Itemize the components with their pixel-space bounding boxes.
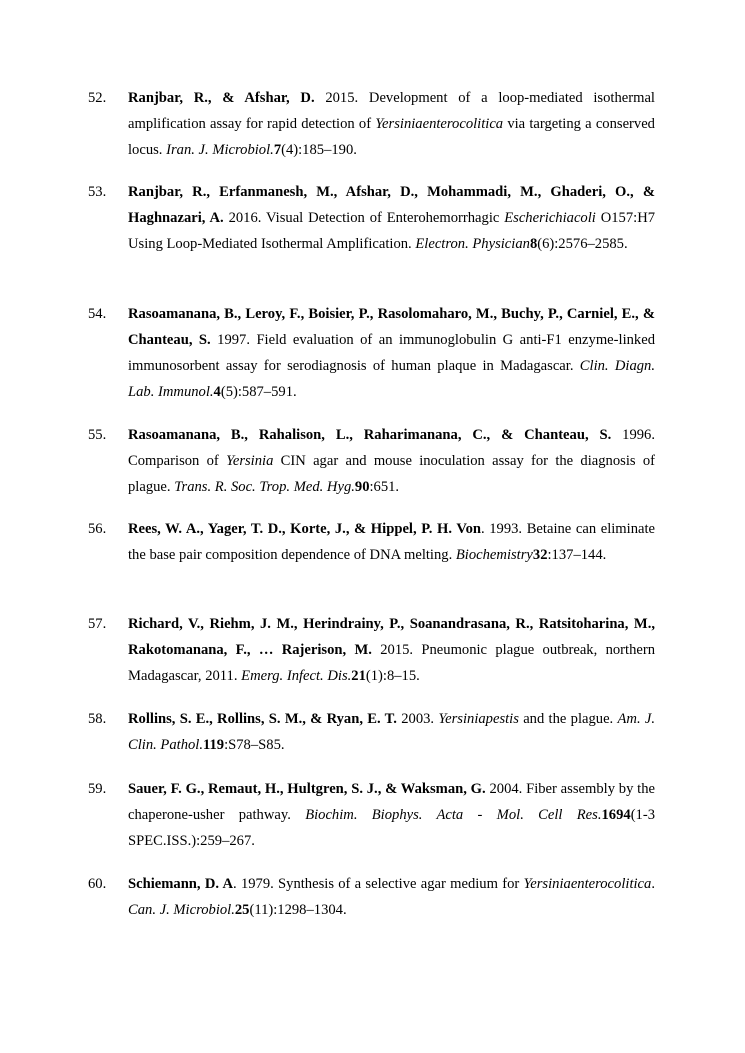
reference-authors: Rees, W. A., Yager, T. D., Korte, J., & Hippel, P. H. Von xyxy=(128,521,481,537)
reference-title: Visual Detection of Enterohemorrhagic xyxy=(266,210,500,226)
reference-title: Fiber assembly by the chaperone-usher pathway. xyxy=(128,781,655,823)
reference-pages: (11):1298–1304. xyxy=(249,902,347,918)
reference-authors: Rasoamanana, B., Rahalison, L., Raharimanana, C., & Chanteau, S. xyxy=(128,427,612,443)
reference-journal: Clin. Diagn. Lab. Immunol. xyxy=(128,358,655,400)
reference-volume: 119 xyxy=(203,737,225,753)
reference-journal: Emerg. Infect. Dis. xyxy=(241,668,352,684)
reference-56 xyxy=(88,516,655,568)
reference-title-italic: Yersiniaenterocolitica xyxy=(523,876,652,892)
reference-journal: Trans. R. Soc. Trop. Med. Hyg. xyxy=(174,479,355,495)
reference-pages: :S78–S85. xyxy=(224,737,285,753)
reference-journal: Can. J. Microbiol. xyxy=(128,902,235,918)
reference-52 xyxy=(88,85,655,163)
reference-57 xyxy=(88,611,655,689)
reference-year: 2015. xyxy=(380,642,414,658)
reference-title: Pneumonic plague outbreak, northern Madagascar, 2011. xyxy=(128,642,656,684)
reference-title-end: CIN agar and mouse inoculation assay for the diagnosis of plague. xyxy=(128,453,655,495)
reference-journal: Biochemistry xyxy=(455,547,533,563)
reference-authors: Ranjbar, R., & Afshar, D. xyxy=(128,90,315,106)
reference-authors: Rasoamanana, B., Leroy, F., Boisier, P., Rasolomaharo, M., Buchy, P., Carniel, E., & Chanteau, S. xyxy=(128,306,655,348)
reference-text xyxy=(128,611,655,689)
reference-54 xyxy=(88,301,655,405)
reference-year: 2004. xyxy=(489,781,523,797)
reference-text xyxy=(128,179,655,257)
reference-volume: 25 xyxy=(234,902,250,918)
reference-year: 2015. xyxy=(325,90,359,106)
reference-year: 1996. xyxy=(622,427,655,443)
reference-title: Field evaluation of an immunoglobulin G anti-F1 enzyme-linked immunosorbent assay for serodiagnosis of human plaque in Madagascar. xyxy=(128,332,655,374)
reference-journal: Am. J. Clin. Pathol. xyxy=(128,711,655,753)
reference-text xyxy=(128,871,655,923)
reference-pages: :137–144. xyxy=(547,547,607,563)
reference-authors: Rollins, S. E., Rollins, S. M., & Ryan, E. T. xyxy=(128,711,397,727)
reference-year: 2003. xyxy=(401,711,435,727)
reference-number: 55. xyxy=(88,427,107,443)
reference-text xyxy=(128,422,655,500)
reference-text xyxy=(128,516,655,568)
reference-number: 54. xyxy=(88,306,107,322)
reference-volume: 8 xyxy=(529,236,538,252)
reference-title-end: and the plague. xyxy=(523,711,614,727)
reference-title-end: via targeting a conserved locus. xyxy=(128,116,655,158)
reference-title: Comparison of xyxy=(128,453,219,469)
reference-title-end: . xyxy=(651,876,655,892)
reference-volume: 32 xyxy=(532,547,548,563)
reference-volume: 90 xyxy=(354,479,370,495)
reference-55 xyxy=(88,422,655,500)
reference-title: Development of a loop-mediated isothermal amplification assay for rapid detection of xyxy=(128,90,655,132)
reference-pages: :651. xyxy=(369,479,400,495)
reference-text xyxy=(128,301,655,405)
reference-pages: (1):8–15. xyxy=(365,668,420,684)
reference-authors: Schiemann, D. A xyxy=(128,876,234,892)
reference-title: Betaine can eliminate the base pair composition dependence of DNA melting. xyxy=(128,521,656,563)
reference-text xyxy=(128,85,655,163)
reference-journal: Biochim. Biophys. Acta - Mol. Cell Res. xyxy=(305,807,602,823)
reference-number: 58. xyxy=(88,711,107,727)
reference-text xyxy=(128,706,655,758)
reference-title-italic: Escherichiacoli xyxy=(504,210,596,226)
reference-title-italic: Yersiniapestis xyxy=(438,711,519,727)
reference-authors: Sauer, F. G., Remaut, H., Hultgren, S. J., & Waksman, G. xyxy=(128,781,486,797)
reference-title-end: O157:H7 Using Loop-Mediated Isothermal Amplification. xyxy=(128,210,656,252)
reference-pages: (1-3 SPEC.ISS.):259–267. xyxy=(128,807,656,849)
reference-pages: (6):2576–2585. xyxy=(537,236,628,252)
reference-title-italic: Yersinia xyxy=(226,453,274,469)
reference-number: 56. xyxy=(88,521,107,537)
reference-volume: 21 xyxy=(351,668,366,684)
reference-title: Synthesis of a selective agar medium for xyxy=(278,876,520,892)
reference-year: . 1993. xyxy=(481,521,523,537)
reference-journal: Electron. Physician xyxy=(415,236,530,252)
reference-journal: Iran. J. Microbiol. xyxy=(166,142,274,158)
reference-volume: 7 xyxy=(273,142,282,158)
reference-pages: (5):587–591. xyxy=(220,384,297,400)
reference-title-italic: Yersiniaenterocolitica xyxy=(375,116,504,132)
reference-authors: Richard, V., Riehm, J. M., Herindrainy, P., Soanandrasana, R., Ratsitoharina, M., Rakotomanana, F., … Rajerison, M. xyxy=(128,616,655,658)
reference-year: 2016. xyxy=(228,210,262,226)
reference-53 xyxy=(88,179,655,257)
reference-volume: 1694 xyxy=(601,807,631,823)
reference-60 xyxy=(88,871,655,923)
reference-number: 59. xyxy=(88,781,107,797)
reference-year: . 1979. xyxy=(233,876,274,892)
reference-number: 52. xyxy=(88,90,107,106)
reference-number: 60. xyxy=(88,876,107,892)
reference-volume: 4 xyxy=(213,384,221,400)
reference-58 xyxy=(88,706,655,758)
reference-year: 1997. xyxy=(217,332,250,348)
reference-59 xyxy=(88,776,655,854)
reference-authors: Ranjbar, R., Erfanmanesh, M., Afshar, D., Mohammadi, M., Ghaderi, O., & Haghnazari, A. xyxy=(128,184,655,226)
reference-pages: (4):185–190. xyxy=(281,142,357,158)
reference-text xyxy=(128,776,655,854)
reference-number: 57. xyxy=(88,616,107,632)
reference-number: 53. xyxy=(88,184,107,200)
